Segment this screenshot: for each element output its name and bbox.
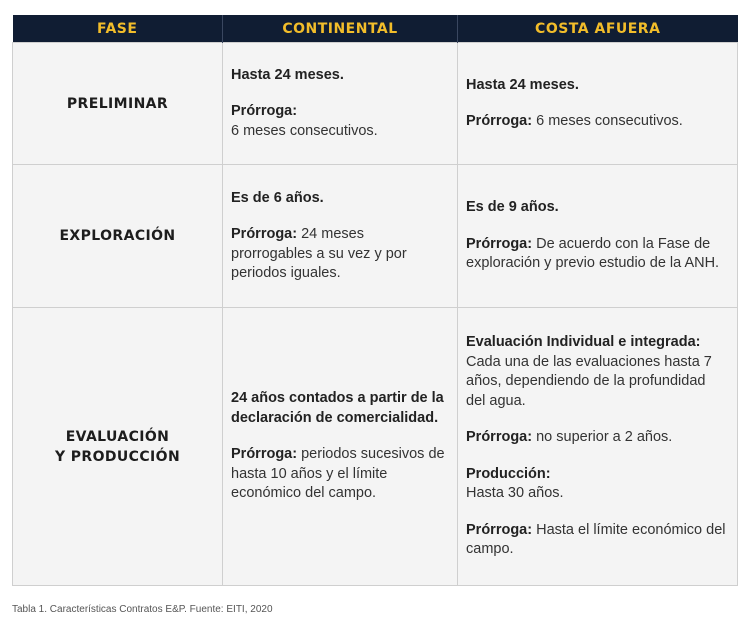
extension-text: periodos sucesivos de hasta 10 años y el límite económico del campo. [231,446,445,502]
header-continental: CONTINENTAL [223,15,458,43]
table-row-evaluacion-produccion [13,308,738,586]
cell-evaluacion-continental [223,308,458,586]
cell-evaluacion-offshore [458,308,738,586]
extension-text: Hasta el límite económico del campo. [466,521,726,558]
extension-label: Prórroga: [466,521,533,538]
extension-paragraph [231,225,447,284]
extension-label: Prórroga: [466,235,533,252]
extension-paragraph [466,428,727,448]
phase-exploracion: EXPLORACIÓN [13,165,223,308]
extension-text: De acuerdo con la Fase de exploración y previo estudio de la ANH. [466,235,720,272]
extension-paragraph [466,521,727,560]
production-label: Producción: [466,465,551,482]
evaluation-label: Evaluación Individual e integrada: [466,334,701,351]
table-header-row [13,15,738,43]
header-costa-afuera: COSTA AFUERA [458,15,738,43]
cell-preliminar-offshore [458,43,738,165]
cell-exploracion-continental [223,165,458,308]
table-caption: Tabla 1. Características Contratos E&P. Fuente: EITI, 2020 [12,604,273,615]
production-paragraph [466,465,727,504]
phase-preliminar: PRELIMINAR [13,43,223,165]
table-row-preliminar [13,43,738,165]
extension-label: Prórroga: [231,226,298,242]
table-row-exploracion [13,165,738,308]
duration-text: 24 años contados a partir de la declaración de comercialidad. [231,390,444,426]
extension-text: 6 meses consecutivos. [532,113,683,129]
phase-line-1: EVALUACIÓN [65,428,170,445]
extension-paragraph [231,445,447,504]
extension-paragraph [231,102,447,141]
header-fase: FASE [13,15,223,43]
phase-line-2: Y PRODUCCIÓN [54,448,181,465]
cell-exploracion-offshore [458,165,738,308]
evaluation-paragraph [466,333,727,411]
extension-text: 6 meses consecutivos. [231,122,378,139]
extension-label: Prórroga: [231,446,298,463]
duration-text: Hasta 24 meses. [231,66,344,83]
cell-preliminar-continental [223,43,458,165]
extension-text: no superior a 2 años. [532,429,673,446]
extension-paragraph [466,112,727,132]
duration-text: Es de 6 años. [231,189,324,206]
duration-text: Es de 9 años. [466,199,559,216]
phase-evaluacion-produccion [13,308,223,586]
extension-label: Prórroga: [466,113,533,129]
extension-label: Prórroga: [466,429,533,446]
contracts-table [12,15,738,586]
production-text: Hasta 30 años. [466,485,564,502]
extension-paragraph [466,235,727,274]
duration-text: Hasta 24 meses. [466,76,579,93]
extension-label: Prórroga: [231,103,298,120]
extension-text: 24 meses prorrogables a su vez y por periodos iguales. [231,226,407,281]
evaluation-text: Cada una de las evaluaciones hasta 7 años, dependiendo de la profundidad del agua. [466,353,712,409]
